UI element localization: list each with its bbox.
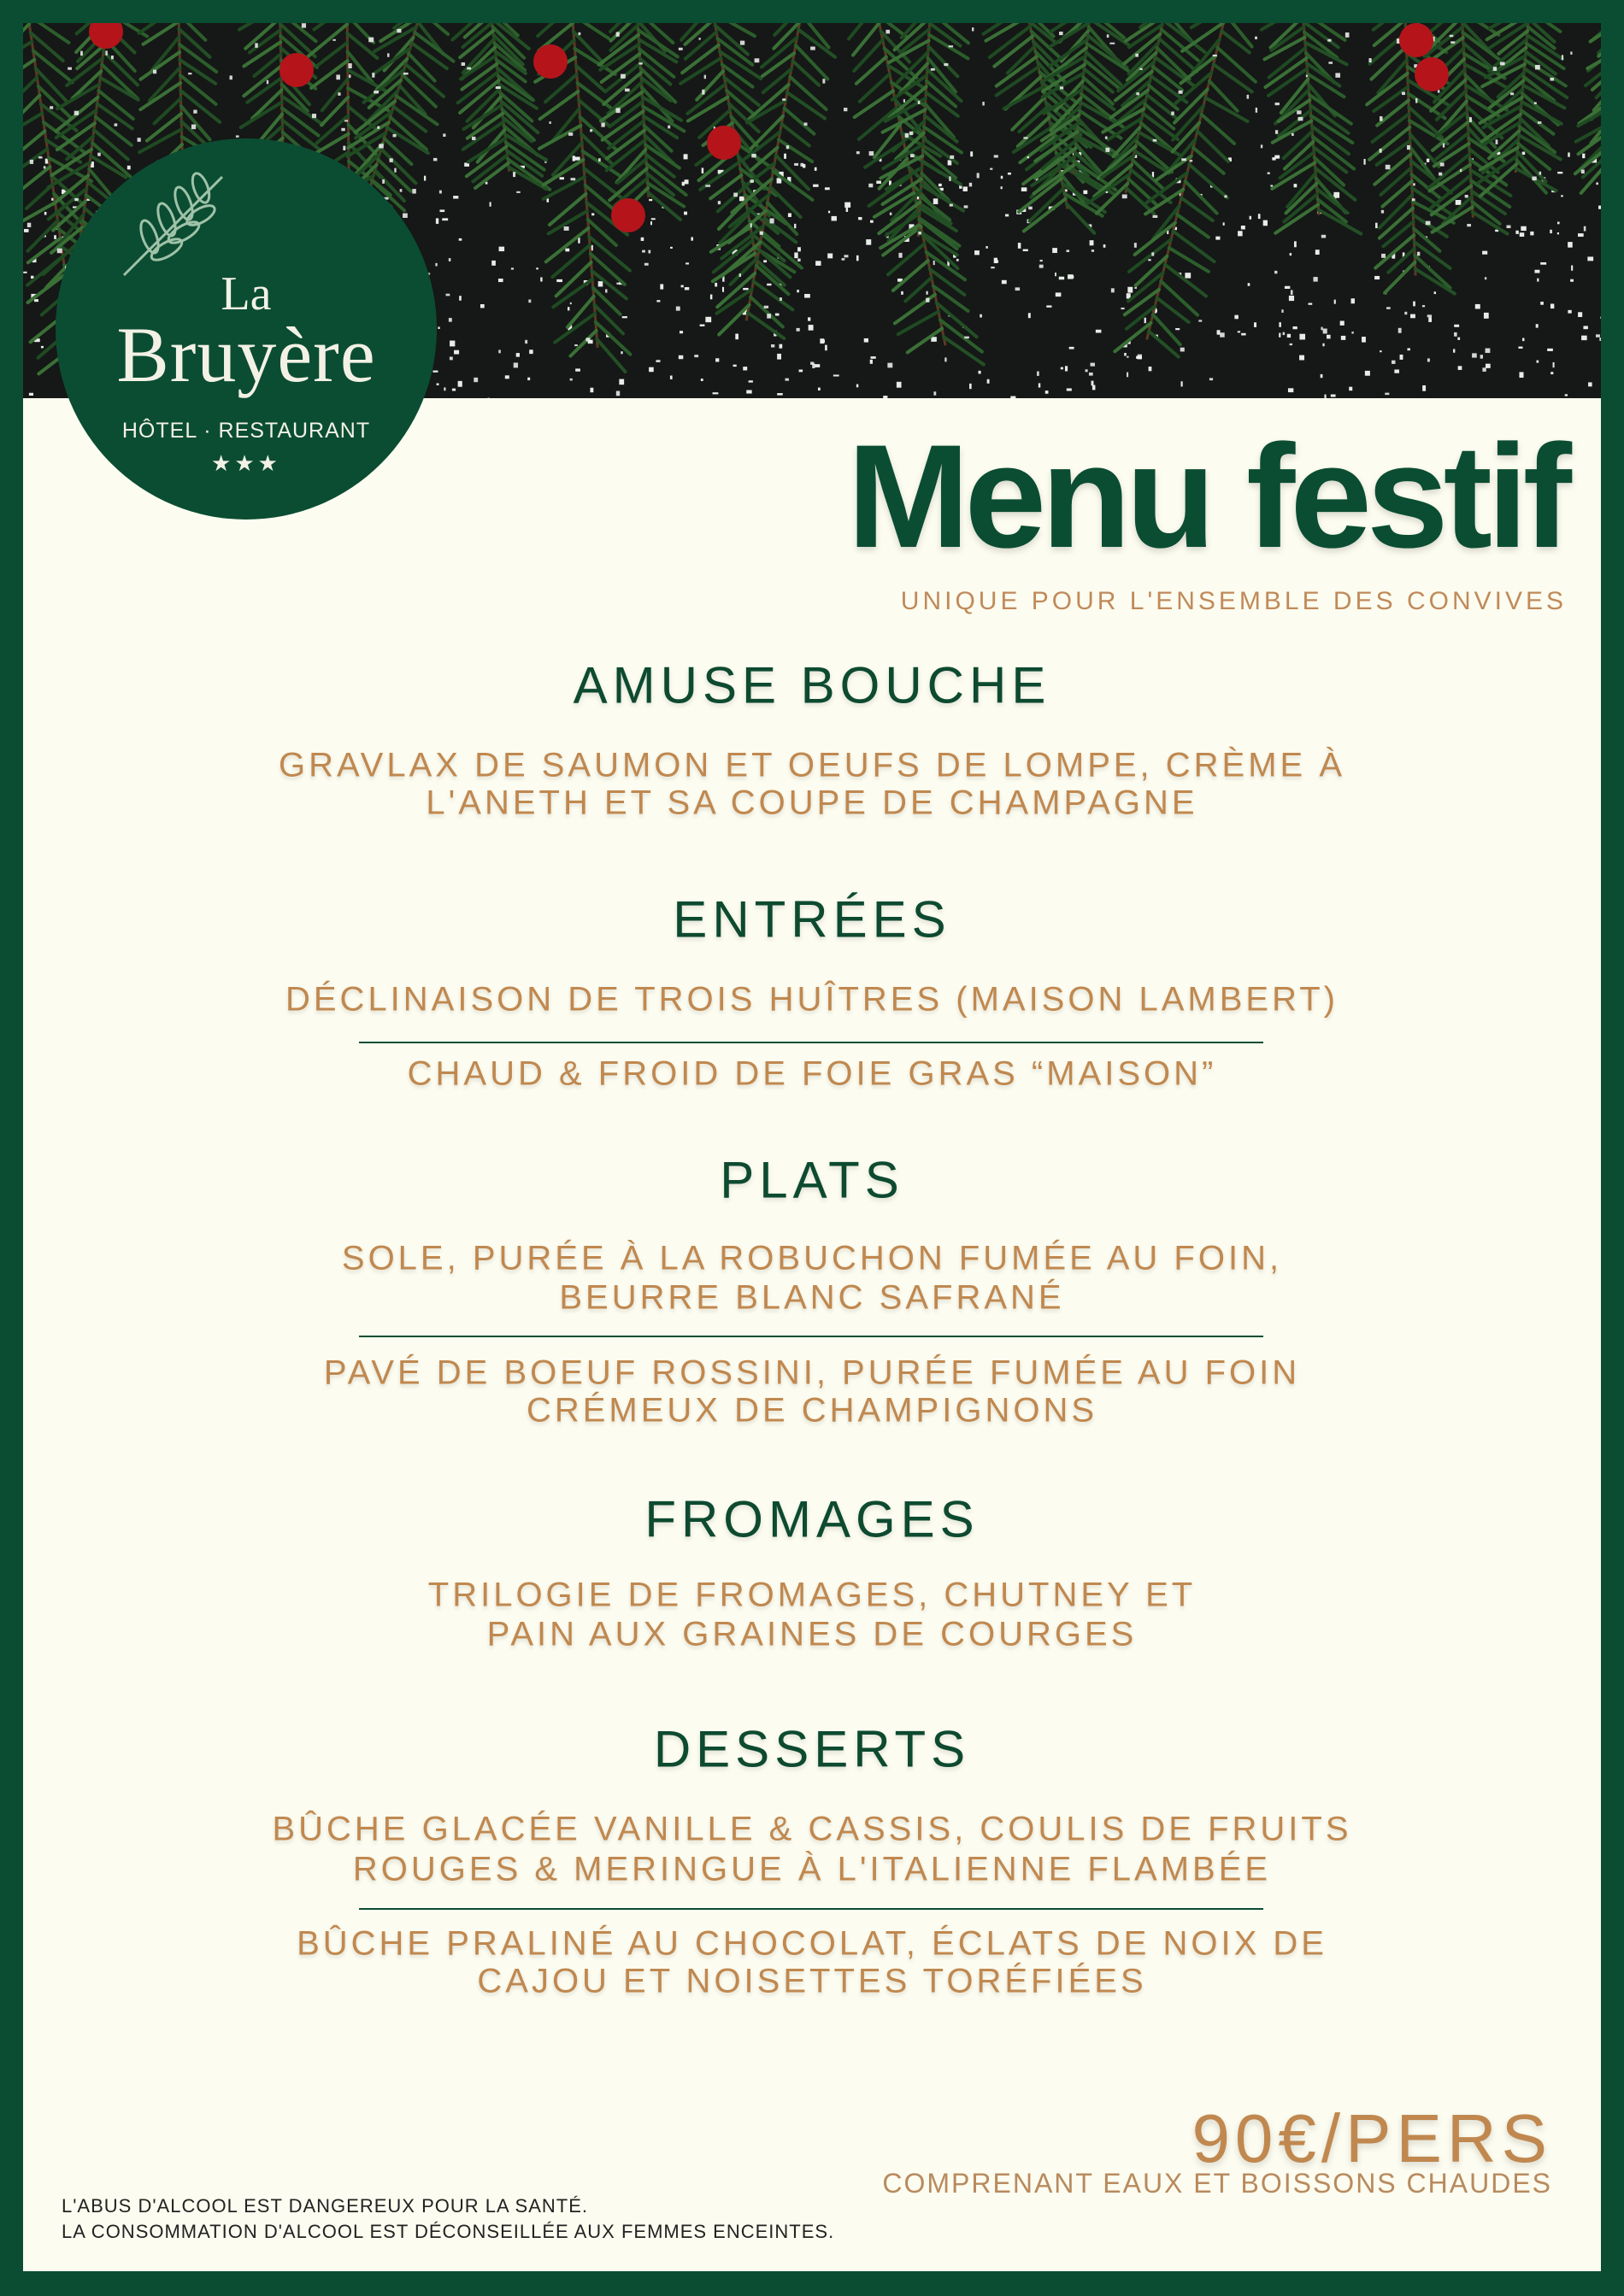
leaf-branch-icon [115,164,235,284]
menu-item-line: DÉCLINAISON DE TROIS HUÎTRES (MAISON LAMBERT) [285,980,1339,1019]
price: 90€/PERS [1192,2100,1552,2176]
price-note: COMPRENANT EAUX ET BOISSONS CHAUDES [882,2168,1552,2199]
menu-item-line: BÛCHE GLACÉE VANILLE & CASSIS, COULIS DE FRUITS [272,1810,1352,1848]
section-heading-fromages: FROMAGES [644,1490,980,1548]
disclaimer-line: L'ABUS D'ALCOOL EST DANGEREUX POUR LA SANTÉ. [62,2195,589,2217]
menu-item-line: L'ANETH ET SA COUPE DE CHAMPAGNE [426,784,1198,822]
menu-item-line: BEURRE BLANC SAFRANÉ [559,1278,1065,1317]
logo [56,138,437,520]
menu-item-line: CAJOU ET NOISETTES TORÉFIÉES [477,1962,1147,2000]
divider [359,1042,1263,1043]
section-heading-entrees: ENTRÉES [673,890,951,948]
page-title: Menu festif [847,414,1567,578]
logo-stars: ★★★ [211,450,281,476]
page-subtitle: UNIQUE POUR L'ENSEMBLE DES CONVIVES [900,587,1567,615]
menu-item-line: CRÉMEUX DE CHAMPIGNONS [526,1391,1098,1430]
menu-item-line: TRILOGIE DE FROMAGES, CHUTNEY ET [427,1576,1197,1614]
menu-item-line: ROUGES & MERINGUE À L'ITALIENNE FLAMBÉE [352,1850,1272,1888]
logo-subtitle: HÔTEL · RESTAURANT [121,419,371,443]
section-heading-plats: PLATS [720,1151,904,1209]
logo-name: Bruyère [116,311,376,398]
menu-item-line: CHAUD & FROID DE FOIE GRAS “MAISON” [407,1054,1217,1093]
menu-item-line: PAVÉ DE BOEUF ROSSINI, PURÉE FUMÉE AU FOIN [323,1354,1301,1392]
divider [359,1908,1263,1910]
section-heading-desserts: DESSERTS [653,1720,971,1778]
menu-item-line: SOLE, PURÉE À LA ROBUCHON FUMÉE AU FOIN, [341,1239,1283,1277]
disclaimer-line: LA CONSOMMATION D'ALCOOL EST DÉCONSEILLÉE AUX FEMMES ENCEINTES. [62,2221,835,2242]
divider [359,1336,1263,1337]
menu-item-line: PAIN AUX GRAINES DE COURGES [486,1615,1138,1653]
menu-page [23,23,1601,2271]
section-heading-amuse-bouche: AMUSE BOUCHE [573,656,1051,714]
menu-item-line: GRAVLAX DE SAUMON ET OEUFS DE LOMPE, CRÈME À [278,746,1346,784]
menu-item-line: BÛCHE PRALINÉ AU CHOCOLAT, ÉCLATS DE NOIX DE [297,1924,1327,1963]
logo-la: La [221,267,272,320]
